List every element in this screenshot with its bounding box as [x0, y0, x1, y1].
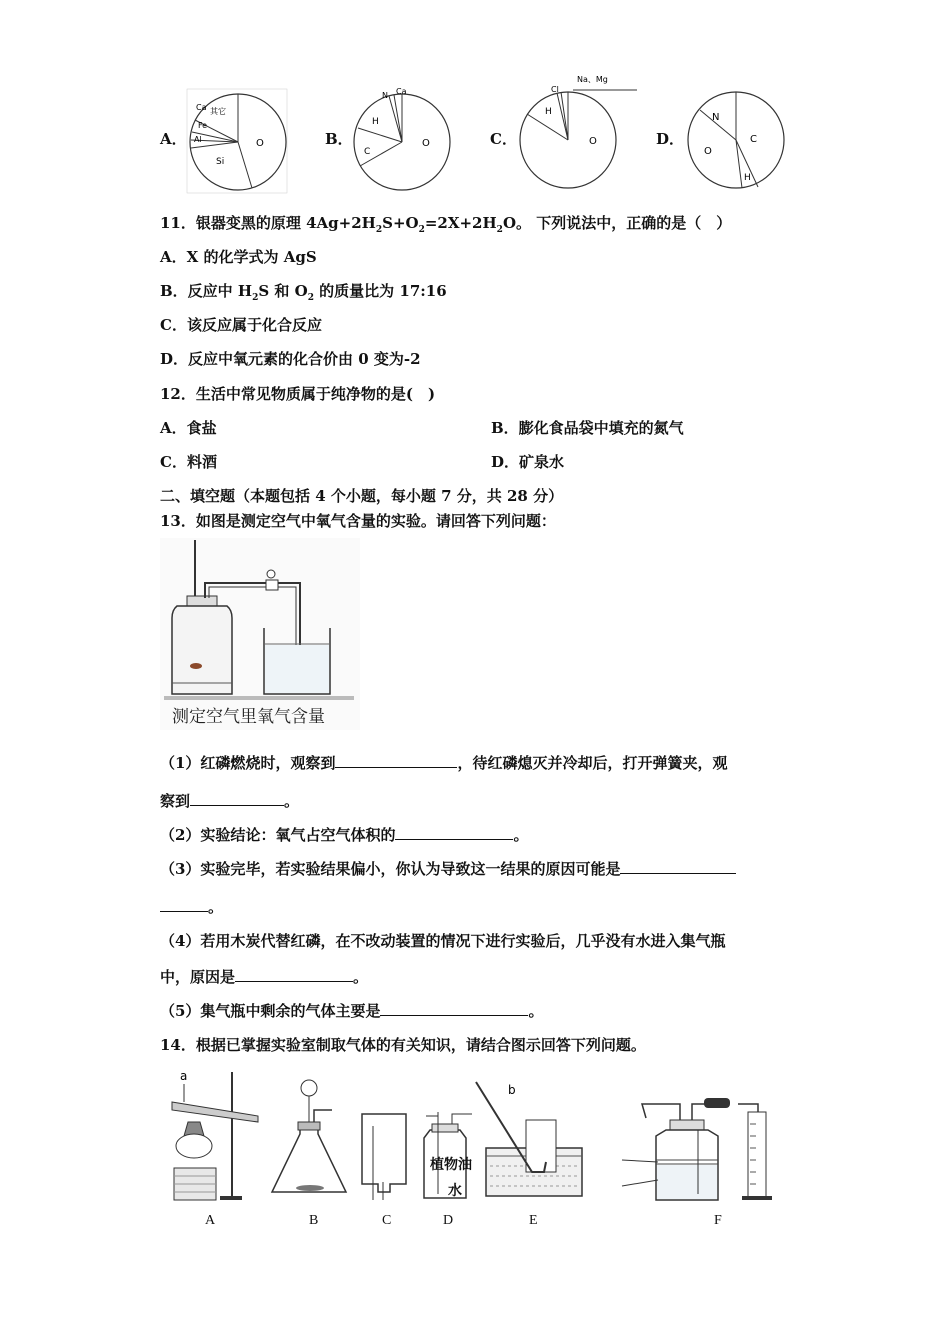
question-12-option-a: A．食盐	[160, 419, 217, 437]
question-13-part-3: （3）实验完毕，若实验结果偏小，你认为导致这一结果的原因可能是	[160, 858, 736, 879]
question-11-option-b: B．反应中 $H_2S$ 和 $O_2$ 的质量比为 17:16	[160, 282, 447, 303]
pie-option-c-letter: C．	[490, 130, 517, 148]
pie-option-d-letter: D．	[656, 130, 685, 148]
pie-b-label-ca: Ca	[396, 87, 407, 96]
figure-caption: 测定空气里氧气含量	[172, 707, 325, 727]
pie-b-label-c: C	[364, 147, 371, 157]
gas-apparatus-figure	[160, 1064, 800, 1210]
pie-d-label-o: O	[704, 146, 712, 157]
question-12-option-d: D．矿泉水	[491, 453, 565, 471]
question-12-option-b: B．膨化食品袋中填充的氮气	[491, 419, 684, 437]
section-2-title: 二、填空题（本题包括 4 个小题，每小题 7 分，共 28 分）	[160, 487, 564, 505]
question-13-part-4-cont: 中，原因是 。	[160, 968, 369, 986]
apparatus-caption-e: E	[529, 1213, 538, 1228]
oxygen-experiment-figure	[160, 538, 360, 730]
pie-chart-d	[684, 88, 788, 194]
answer-blank-1a[interactable]	[335, 753, 457, 768]
question-12-option-c: C．料酒	[160, 453, 217, 471]
apparatus-caption-a: A	[205, 1213, 216, 1228]
apparatus-b	[272, 1080, 346, 1192]
pie-c-label-cl: Cl	[551, 85, 559, 94]
answer-blank-1b[interactable]	[190, 791, 284, 806]
pie-a-label-other: 其它	[210, 107, 226, 116]
pie-c-label-h: H	[545, 107, 552, 117]
pie-d-label-n: N	[712, 112, 720, 123]
apparatus-f-oil-label: 植物油	[430, 1157, 472, 1173]
apparatus-e-label: b	[508, 1083, 516, 1097]
apparatus-f-water-label: 水	[448, 1183, 462, 1199]
apparatus-f	[622, 1098, 772, 1200]
pie-chart-b	[352, 86, 452, 194]
question-13-part-5: （5）集气瓶中剩余的气体主要是 。	[160, 1002, 544, 1020]
pie-chart-c	[515, 70, 650, 194]
answer-blank-5[interactable]	[380, 1001, 528, 1016]
apparatus-c	[362, 1114, 406, 1200]
pie-a-label-al: Al	[194, 135, 202, 144]
answer-blank-3a[interactable]	[620, 859, 736, 874]
apparatus-caption-b: B	[309, 1213, 319, 1228]
pie-b-label-h: H	[372, 117, 379, 127]
question-13-part-4: （4）若用木炭代替红磷，在不改动装置的情况下进行实验后，几乎没有水进入集气瓶	[160, 932, 726, 950]
question-13-stem: 13．如图是测定空气中氧气含量的实验。请回答下列问题：	[160, 512, 556, 530]
answer-blank-3b[interactable]	[160, 897, 208, 912]
apparatus-caption-d: D	[443, 1213, 454, 1228]
pie-c-label-o: O	[589, 136, 597, 147]
pie-a-label-o: O	[256, 138, 264, 149]
question-13-part-3-cont: 。	[160, 896, 223, 917]
question-12-stem: 12．生活中常见物质属于纯净物的是( )	[160, 385, 436, 403]
apparatus-a-label: a	[180, 1069, 188, 1083]
question-11-option-d: D．反应中氧元素的化合价由 0 变为-2	[160, 350, 421, 368]
answer-blank-2[interactable]	[395, 825, 513, 840]
apparatus-e	[476, 1082, 582, 1196]
question-14-stem: 14．根据已掌握实验室制取气体的有关知识，请结合图示回答下列问题。	[160, 1036, 646, 1054]
pie-d-label-c: C	[750, 134, 757, 145]
pie-a-label-ca: Ca	[196, 103, 207, 112]
answer-blank-4[interactable]	[235, 967, 353, 982]
pie-chart-a	[186, 88, 290, 196]
pie-a-label-si: Si	[216, 157, 225, 167]
pie-c-label-na-mg: Na、Mg	[577, 75, 608, 84]
question-11-stem: 11．银器变黑的原理 $4Ag+2H_2S+O_2=2X+2H_2O$。 下列说法中，正确的是（ ）	[160, 214, 732, 235]
question-13-part-2: （2）实验结论：氧气占空气体积的 。	[160, 826, 529, 844]
pie-option-a-letter: A．	[160, 130, 187, 148]
apparatus-caption-f: F	[714, 1213, 722, 1228]
question-11-option-a: A．X 的化学式为 AgS	[160, 248, 317, 266]
pie-option-b-letter: B．	[325, 130, 353, 148]
pie-d-label-h: H	[744, 173, 751, 183]
question-13-part-1-cont: 察到 。	[160, 792, 300, 810]
pie-b-label-n: N	[382, 91, 388, 100]
question-13-part-1: （1）红磷燃烧时，观察到 ，待红磷熄灭并冷却后，打开弹簧夹，观	[160, 754, 728, 772]
pie-a-label-fe: Fe	[198, 121, 208, 130]
pie-b-label-o: O	[422, 138, 430, 149]
apparatus-caption-c: C	[382, 1213, 392, 1228]
question-11-option-c: C．该反应属于化合反应	[160, 316, 322, 334]
apparatus-a	[172, 1069, 258, 1200]
